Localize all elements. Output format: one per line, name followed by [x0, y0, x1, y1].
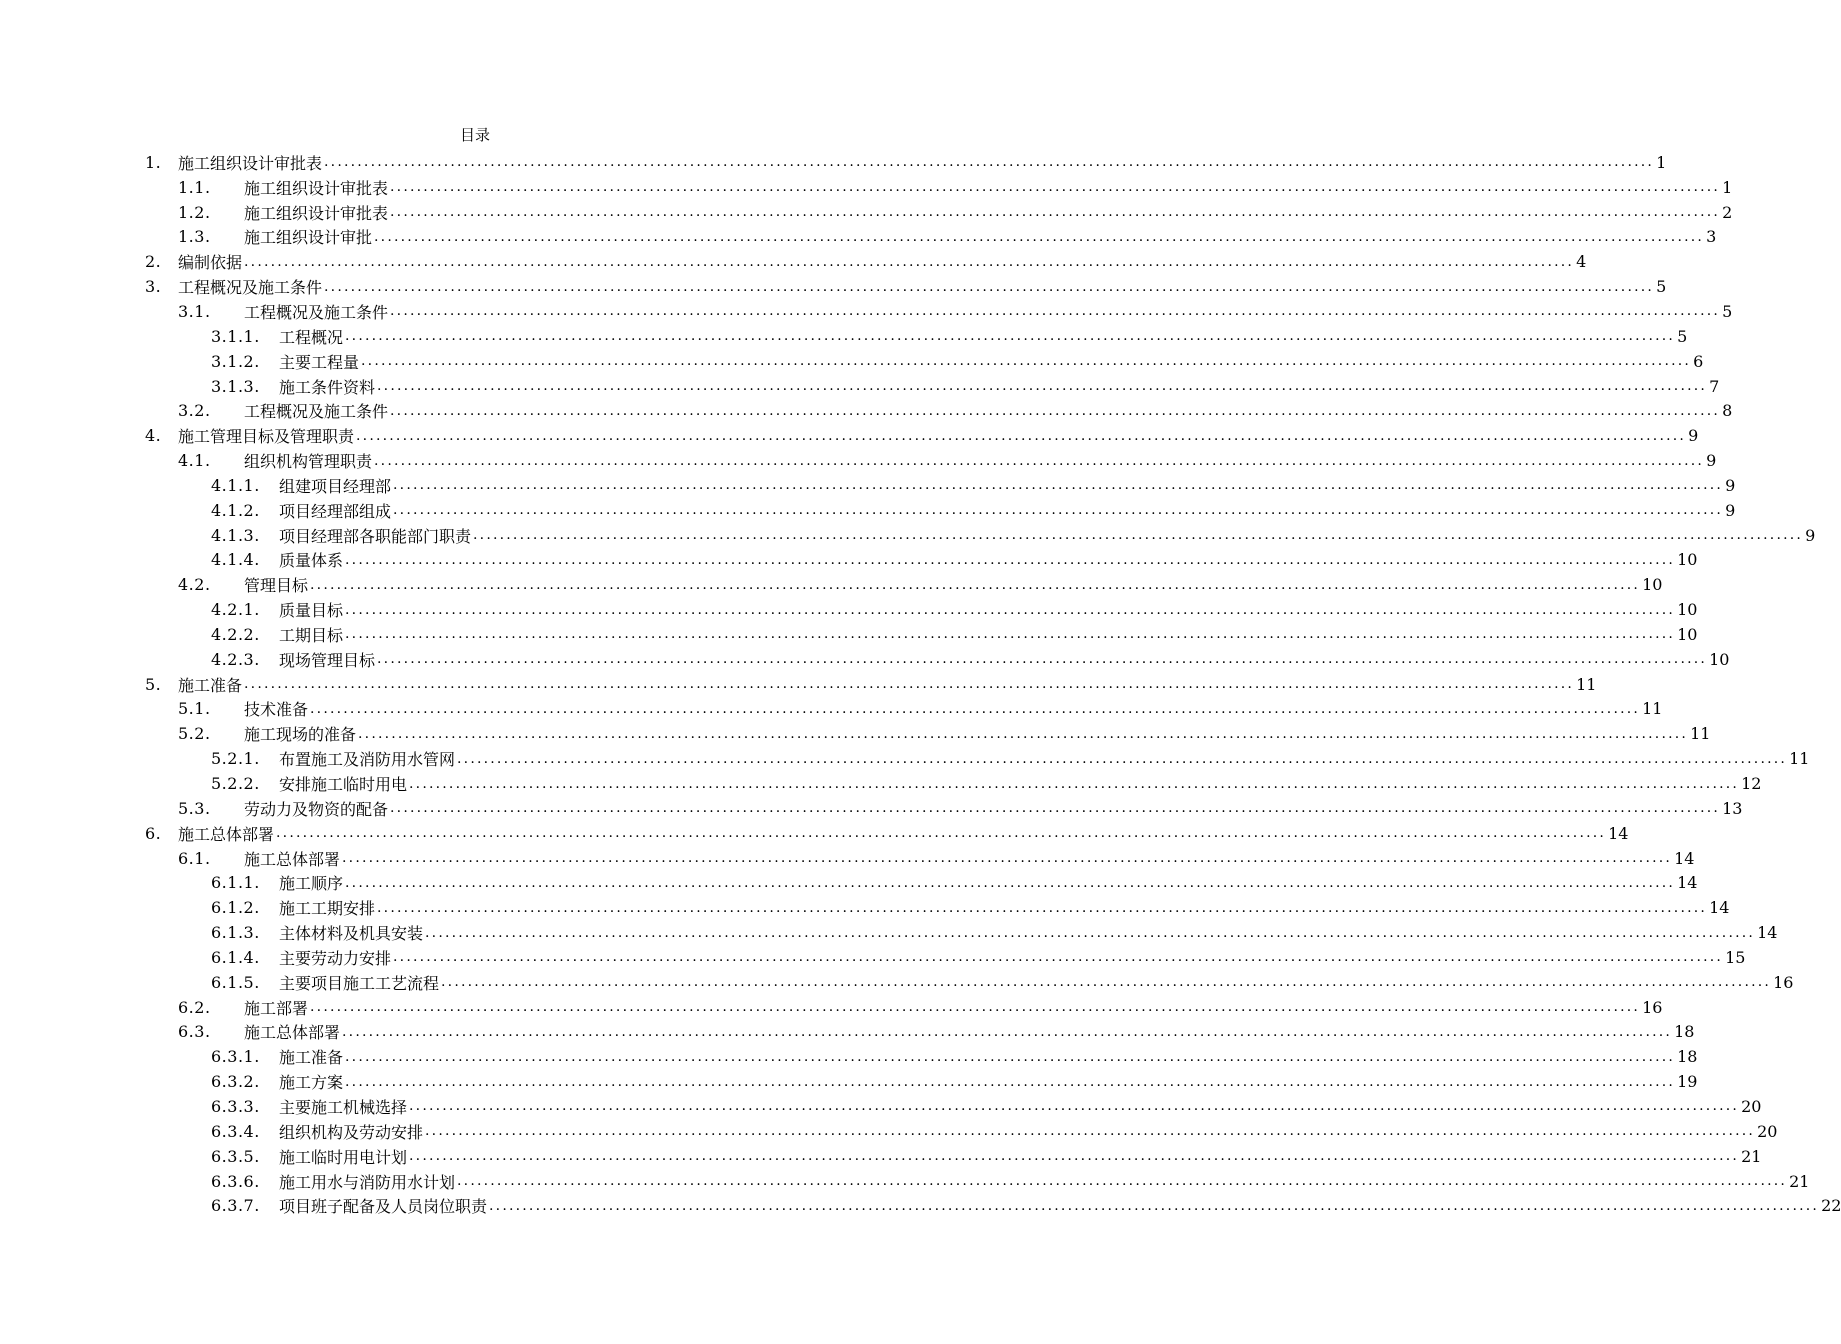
- toc-entry-number: 6.1.1.: [211, 873, 260, 893]
- toc-entry-label: 工程概况及施工条件: [178, 278, 323, 298]
- toc-entry[interactable]: [145, 398, 1733, 423]
- toc-entry-number: 6.1.5.: [211, 972, 260, 992]
- toc-dot-leader: ........................................................................................................................................................................................................: [345, 1073, 1676, 1090]
- toc-entry[interactable]: [145, 175, 1733, 200]
- toc-entry-label: 主要项目施工工艺流程: [279, 973, 440, 993]
- toc-entry[interactable]: [145, 647, 1730, 672]
- toc-entry-page-number: 10: [1709, 649, 1730, 669]
- toc-entry-number: 1.3.: [178, 227, 211, 247]
- toc-entry[interactable]: [145, 970, 1794, 995]
- toc-entry[interactable]: [145, 1044, 1698, 1069]
- toc-entry-label: 组建项目经理部: [279, 476, 392, 496]
- toc-entry-page-number: 14: [1709, 898, 1730, 918]
- toc-entry-number: 6.1.3.: [211, 923, 260, 943]
- toc-entry-label: 工程概况及施工条件: [244, 302, 389, 322]
- toc-entry-page-number: 11: [1576, 674, 1597, 694]
- toc-entry-label: 施工工期安排: [279, 899, 376, 919]
- toc-entry-number: 3.1.3.: [211, 376, 260, 396]
- toc-dot-leader: ........................................................................................................................................................................................................: [342, 850, 1673, 867]
- toc-entry-number: 4.1.4.: [211, 550, 260, 570]
- toc-entry-label: 主要施工机械选择: [279, 1097, 408, 1117]
- toc-entry-number: 3.1.2.: [211, 351, 260, 371]
- toc-entry[interactable]: [145, 1020, 1695, 1045]
- toc-entry-number: 4.1.: [178, 451, 211, 471]
- toc-entry-number: 6.3.1.: [211, 1047, 260, 1067]
- toc-dot-leader: ........................................................................................................................................................................................................: [244, 676, 1575, 693]
- toc-entry[interactable]: [145, 200, 1733, 225]
- toc-entry-label: 施工总体部署: [178, 824, 275, 844]
- toc-dot-leader: ........................................................................................................................................................................................................: [377, 378, 1708, 395]
- toc-entry-number: 4.: [145, 426, 162, 446]
- toc-dot-leader: ........................................................................................................................................................................................................: [358, 725, 1689, 742]
- toc-dot-leader: ........................................................................................................................................................................................................: [473, 527, 1804, 544]
- toc-dot-leader: ........................................................................................................................................................................................................: [390, 204, 1721, 221]
- toc-dot-leader: ........................................................................................................................................................................................................: [457, 1173, 1788, 1190]
- toc-entry-page-number: 14: [1608, 823, 1629, 843]
- toc-dot-leader: ........................................................................................................................................................................................................: [361, 353, 1692, 370]
- toc-entry-label: 项目班子配备及人员岗位职责: [279, 1197, 488, 1217]
- toc-entry-number: 6.1.: [178, 848, 211, 868]
- toc-entry-label: 施工方案: [279, 1073, 344, 1093]
- toc-entry-page-number: 2: [1722, 202, 1733, 222]
- toc-entry[interactable]: [145, 249, 1587, 274]
- toc-dot-leader: ........................................................................................................................................................................................................: [390, 800, 1721, 817]
- toc-dot-leader: ........................................................................................................................................................................................................: [310, 999, 1641, 1016]
- toc-entry-page-number: 16: [1773, 972, 1794, 992]
- toc-entry-number: 6.3.4.: [211, 1121, 260, 1141]
- toc-entry-page-number: 22: [1821, 1196, 1841, 1216]
- toc-entry-number: 1.: [145, 152, 162, 172]
- toc-entry-number: 2.: [145, 252, 162, 272]
- toc-entry-label: 施工组织设计审批表: [244, 203, 389, 223]
- toc-entry[interactable]: [145, 597, 1698, 622]
- toc-entry-label: 安排施工临时用电: [279, 775, 408, 795]
- toc-entry-page-number: 11: [1690, 724, 1711, 744]
- toc-entry-number: 6.1.2.: [211, 898, 260, 918]
- toc-dot-leader: ........................................................................................................................................................................................................: [409, 1098, 1740, 1115]
- toc-entry[interactable]: [145, 622, 1698, 647]
- toc-entry-label: 管理目标: [244, 576, 309, 596]
- toc-entry-label: 质量目标: [279, 601, 344, 621]
- toc-dot-leader: ........................................................................................................................................................................................................: [393, 502, 1724, 519]
- toc-entry-number: 5.3.: [178, 798, 211, 818]
- toc-entry[interactable]: [145, 572, 1663, 597]
- toc-entry-page-number: 1: [1722, 177, 1733, 197]
- toc-entry-label: 工期目标: [279, 625, 344, 645]
- toc-entry-number: 5.: [145, 674, 162, 694]
- toc-dot-leader: ........................................................................................................................................................................................................: [425, 924, 1756, 941]
- toc-entry[interactable]: [145, 349, 1704, 374]
- toc-entry-label: 编制依据: [178, 253, 243, 273]
- toc-entry-label: 施工总体部署: [244, 849, 341, 869]
- toc-entry-page-number: 8: [1722, 401, 1733, 421]
- toc-entry-number: 6.3.7.: [211, 1196, 260, 1216]
- toc-entry[interactable]: [145, 374, 1720, 399]
- toc-dot-leader: ........................................................................................................................................................................................................: [345, 1048, 1676, 1065]
- toc-entry[interactable]: [145, 1169, 1810, 1194]
- toc-entry-page-number: 20: [1757, 1121, 1778, 1141]
- toc-entry-page-number: 15: [1725, 947, 1746, 967]
- toc-entry-label: 劳动力及物资的配备: [244, 799, 389, 819]
- toc-entry-page-number: 12: [1741, 774, 1762, 794]
- toc-dot-leader: ........................................................................................................................................................................................................: [374, 228, 1705, 245]
- toc-entry[interactable]: [145, 498, 1736, 523]
- toc-entry-page-number: 5: [1677, 326, 1688, 346]
- toc-entry-page-number: 21: [1789, 1171, 1810, 1191]
- toc-entry[interactable]: [145, 771, 1762, 796]
- toc-dot-leader: ........................................................................................................................................................................................................: [310, 576, 1641, 593]
- toc-entry-page-number: 19: [1677, 1072, 1698, 1092]
- toc-entry-number: 6.3.3.: [211, 1096, 260, 1116]
- toc-entry-number: 4.1.3.: [211, 525, 260, 545]
- toc-entry-number: 5.2.1.: [211, 749, 260, 769]
- toc-dot-leader: ........................................................................................................................................................................................................: [345, 626, 1676, 643]
- toc-entry-page-number: 11: [1789, 749, 1810, 769]
- toc-dot-leader: ........................................................................................................................................................................................................: [345, 874, 1676, 891]
- toc-entry-page-number: 9: [1706, 451, 1717, 471]
- toc-entry-number: 1.1.: [178, 177, 211, 197]
- toc-entry-number: 4.1.1.: [211, 475, 260, 495]
- toc-entry-label: 施工条件资料: [279, 377, 376, 397]
- toc-entry-page-number: 9: [1725, 475, 1736, 495]
- toc-dot-leader: ........................................................................................................................................................................................................: [324, 278, 1655, 295]
- toc-entry[interactable]: [145, 225, 1717, 250]
- toc-entry[interactable]: [145, 746, 1810, 771]
- toc-dot-leader: ........................................................................................................................................................................................................: [345, 601, 1676, 618]
- toc-entry[interactable]: [145, 1069, 1698, 1094]
- toc-entry-label: 施工现场的准备: [244, 725, 357, 745]
- toc-title: 目录: [459, 126, 490, 144]
- toc-dot-leader: ........................................................................................................................................................................................................: [377, 899, 1708, 916]
- toc-dot-leader: ........................................................................................................................................................................................................: [425, 1123, 1756, 1140]
- toc-entry-label: 主要劳动力安排: [279, 948, 392, 968]
- toc-entry-page-number: 18: [1677, 1047, 1698, 1067]
- toc-entry-page-number: 10: [1677, 624, 1698, 644]
- toc-entry-page-number: 18: [1674, 1022, 1695, 1042]
- toc-entry-number: 1.2.: [178, 202, 211, 222]
- toc-entry-number: 3.2.: [178, 401, 211, 421]
- toc-entry[interactable]: [145, 796, 1743, 821]
- toc-entry[interactable]: [145, 697, 1663, 722]
- toc-entry-page-number: 16: [1642, 997, 1663, 1017]
- toc-entry[interactable]: [145, 274, 1667, 299]
- toc-dot-leader: ........................................................................................................................................................................................................: [393, 949, 1724, 966]
- toc-entry-label: 布置施工及消防用水管网: [279, 750, 456, 770]
- toc-entry[interactable]: [145, 870, 1698, 895]
- toc-entry-label: 施工组织设计审批表: [244, 178, 389, 198]
- toc-entry-label: 主体材料及机具安装: [279, 924, 424, 944]
- toc-dot-leader: ........................................................................................................................................................................................................: [310, 700, 1641, 717]
- toc-entry-page-number: 6: [1693, 351, 1704, 371]
- toc-entry-page-number: 14: [1677, 873, 1698, 893]
- toc-entry-label: 施工组织设计审批: [244, 228, 373, 248]
- toc-entry[interactable]: [145, 548, 1698, 573]
- toc-entry[interactable]: [145, 1144, 1762, 1169]
- toc-entry-number: 5.2.: [178, 724, 211, 744]
- toc-entry-page-number: 14: [1757, 923, 1778, 943]
- toc-dot-leader: ........................................................................................................................................................................................................: [409, 1148, 1740, 1165]
- toc-entry-number: 6.3.: [178, 1022, 211, 1042]
- toc-entry-page-number: 9: [1688, 426, 1699, 446]
- toc-entry-number: 6.3.5.: [211, 1146, 260, 1166]
- toc-entry-label: 施工临时用电计划: [279, 1147, 408, 1167]
- toc-entry[interactable]: [145, 473, 1736, 498]
- toc-entry-label: 工程概况: [279, 327, 344, 347]
- toc-dot-leader: ........................................................................................................................................................................................................: [377, 651, 1708, 668]
- toc-entry-number: 6.3.2.: [211, 1072, 260, 1092]
- toc-entry-page-number: 9: [1805, 525, 1816, 545]
- toc-entry-label: 组织机构管理职责: [244, 452, 373, 472]
- toc-entry-label: 组织机构及劳动安排: [279, 1122, 424, 1142]
- toc-dot-leader: ........................................................................................................................................................................................................: [390, 179, 1721, 196]
- toc-dot-leader: ........................................................................................................................................................................................................: [457, 750, 1788, 767]
- toc-entry-label: 现场管理目标: [279, 650, 376, 670]
- toc-entry-label: 项目经理部各职能部门职责: [279, 526, 472, 546]
- toc-entry-label: 主要工程量: [279, 352, 360, 372]
- toc-entry-label: 技术准备: [244, 700, 309, 720]
- toc-entry-page-number: 13: [1722, 798, 1743, 818]
- toc-dot-leader: ........................................................................................................................................................................................................: [441, 974, 1772, 991]
- toc-entry-page-number: 4: [1576, 252, 1587, 272]
- toc-entry-label: 施工总体部署: [244, 1023, 341, 1043]
- toc-entry-number: 6.2.: [178, 997, 211, 1017]
- toc-entry-label: 施工管理目标及管理职责: [178, 427, 355, 447]
- toc-entry-label: 施工顺序: [279, 874, 344, 894]
- toc-entry[interactable]: [145, 1193, 1841, 1218]
- toc-entry-number: 6.: [145, 823, 162, 843]
- toc-entry[interactable]: [145, 995, 1663, 1020]
- toc-entry-number: 6.3.6.: [211, 1171, 260, 1191]
- toc-entry[interactable]: [145, 523, 1816, 548]
- toc-entry-number: 3.1.: [178, 301, 211, 321]
- toc-dot-leader: ........................................................................................................................................................................................................: [393, 477, 1724, 494]
- toc-entry[interactable]: [145, 324, 1688, 349]
- toc-entry[interactable]: [145, 672, 1597, 697]
- toc-entry[interactable]: [145, 1094, 1762, 1119]
- toc-entry-page-number: 9: [1725, 500, 1736, 520]
- toc-dot-leader: ........................................................................................................................................................................................................: [409, 775, 1740, 792]
- toc-entry-page-number: 10: [1677, 600, 1698, 620]
- toc-entry-number: 4.2.: [178, 575, 211, 595]
- toc-dot-leader: ........................................................................................................................................................................................................: [244, 253, 1575, 270]
- toc-entry-label: 工程概况及施工条件: [244, 402, 389, 422]
- toc-entry-number: 3.: [145, 277, 162, 297]
- toc-dot-leader: ........................................................................................................................................................................................................: [345, 551, 1676, 568]
- toc-entry[interactable]: [145, 920, 1778, 945]
- toc-entry-page-number: 14: [1674, 848, 1695, 868]
- toc-entry-page-number: 3: [1706, 227, 1717, 247]
- toc-entry-number: 5.1.: [178, 699, 211, 719]
- toc-dot-leader: ........................................................................................................................................................................................................: [374, 452, 1705, 469]
- toc-entry[interactable]: [145, 821, 1629, 846]
- toc-entry[interactable]: [145, 945, 1746, 970]
- toc-entry-number: 4.2.2.: [211, 624, 260, 644]
- toc-dot-leader: ........................................................................................................................................................................................................: [342, 1023, 1673, 1040]
- table-of-contents: [145, 150, 1841, 1218]
- toc-entry-page-number: 10: [1677, 550, 1698, 570]
- toc-entry[interactable]: [145, 423, 1699, 448]
- toc-entry-number: 4.2.1.: [211, 600, 260, 620]
- toc-entry[interactable]: [145, 846, 1695, 871]
- toc-entry-label: 施工准备: [178, 675, 243, 695]
- toc-entry-page-number: 1: [1656, 152, 1667, 172]
- toc-entry-label: 施工用水与消防用水计划: [279, 1172, 456, 1192]
- toc-entry-label: 质量体系: [279, 551, 344, 571]
- toc-dot-leader: ........................................................................................................................................................................................................: [390, 303, 1721, 320]
- toc-entry-page-number: 11: [1642, 699, 1663, 719]
- toc-entry-page-number: 7: [1709, 376, 1720, 396]
- toc-entry[interactable]: [145, 299, 1733, 324]
- toc-entry[interactable]: [145, 448, 1717, 473]
- toc-dot-leader: ........................................................................................................................................................................................................: [345, 328, 1676, 345]
- toc-entry-label: 施工准备: [279, 1048, 344, 1068]
- toc-dot-leader: ........................................................................................................................................................................................................: [390, 402, 1721, 419]
- toc-dot-leader: ........................................................................................................................................................................................................: [356, 427, 1687, 444]
- toc-entry-number: 4.2.3.: [211, 649, 260, 669]
- toc-entry-page-number: 10: [1642, 575, 1663, 595]
- toc-dot-leader: ........................................................................................................................................................................................................: [276, 825, 1607, 842]
- toc-entry[interactable]: [145, 895, 1730, 920]
- toc-entry[interactable]: [145, 721, 1711, 746]
- toc-entry[interactable]: [145, 150, 1667, 175]
- toc-entry[interactable]: [145, 1119, 1778, 1144]
- toc-dot-leader: ........................................................................................................................................................................................................: [324, 154, 1655, 171]
- toc-entry-label: 施工组织设计审批表: [178, 153, 323, 173]
- toc-entry-number: 6.1.4.: [211, 947, 260, 967]
- toc-entry-number: 5.2.2.: [211, 774, 260, 794]
- toc-entry-page-number: 20: [1741, 1096, 1762, 1116]
- toc-entry-number: 3.1.1.: [211, 326, 260, 346]
- toc-dot-leader: ........................................................................................................................................................................................................: [489, 1197, 1820, 1214]
- toc-entry-label: 项目经理部组成: [279, 501, 392, 521]
- toc-entry-number: 4.1.2.: [211, 500, 260, 520]
- toc-entry-label: 施工部署: [244, 998, 309, 1018]
- toc-entry-page-number: 5: [1722, 301, 1733, 321]
- toc-entry-page-number: 5: [1656, 277, 1667, 297]
- toc-entry-page-number: 21: [1741, 1146, 1762, 1166]
